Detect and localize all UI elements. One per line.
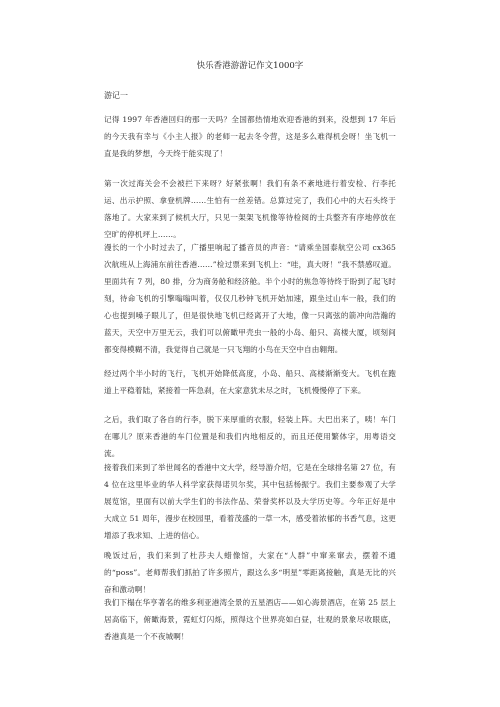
document-title: 快乐香港游游记作文1000字 [196, 61, 304, 71]
paragraph-4: 经过两个半小时的飞行，飞机开始降低高度，小岛、船只、高楼渐渐变大。飞机在跑道上平稳着陆，紧接着一阵急刹，在大家意犹未尽之时，飞机慢慢停了下来。 [104, 369, 396, 395]
paragraph-5: 之后，我们取了各自的行李，脱下来厚重的衣服，轻装上阵。大巴出来了，咦！车门在哪儿？原来香港的车门位置是和我们内地相反的，而且还使用繁体字，用粤语交流。 [104, 415, 396, 458]
paragraph-2: 第一次过海关会不会被拦下来呀？好紧张啊！我们有条不紊地进行着安检、行李托运、出示护照、拿登机牌……生怕有一丝差错。总算过完了，我们心中的大石头终于落地了。大家来到了候机大厅，只见一架架飞机像等待检阅的士兵整齐有序地停放在空旷的停机坪上……。 [104, 179, 396, 239]
paragraph-8: 我们下榻在华亨著名的维多利亚港湾全景的五星酒店——如心海景酒店，在第 25 层上居高临下，俯瞰海景，霓虹灯闪烁，照得这个世界亮如白昼，壮观的景象尽收眼底，香港真是一个不夜城啊！ [104, 598, 396, 641]
section-heading: 游记一 [104, 91, 128, 100]
paragraph-6: 接着我们来到了举世闻名的香港中文大学，经导游介绍，它是在全球排名第 27 位，有 4 位在这里毕业的华人科学家获得诺贝尔奖，其中包括杨振宁。我们主要参观了大学展览馆，里面有以前大学生们的书法作品、荣誉奖杯以及大学历史等。今年正好是中大成立 51 周年，漫步在校园里，看着茂盛的一草一木，感受着浓郁的书香气息，这更增添了我求知、上进的信心。 [104, 463, 396, 540]
paragraph-1: 记得 1997 年香港回归的那一天吗？全国都热情地欢迎香港的到来，没想到 17 年后的今天我有幸与《小主人报》的老师一起去冬令营，这是多么难得机会呀！坐飞机一直是我的梦想，今天终于能实现了！ [104, 115, 396, 158]
paragraph-3: 漫长的一个小时过去了，广播里响起了播音员的声音：“请乘坐国泰航空公司 cx365 次航班从上海浦东前往香港……”检过票来到飞机上：“哇，真大呀！”我不禁感叹道。里面共有 7 列，80 排，分为商务舱和经济舱。半个小时的焦急等待终于盼到了起飞时刻，待命飞机的引擎嗡嗡叫着，仅仅几秒钟飞机开始加速，跟坐过山车一般，我们的心也提到嗓子眼儿了，但是很快地飞机已经离开了大地，像一只离弦的箭冲向浩瀚的蓝天，天空中万里无云，我们可以俯瞰甲壳虫一般的小岛、船只、高楼大厦，顷刻间都变得模糊不清，我觉得自己就是一只飞翔的小鸟在天空中自由翱翔。 [104, 243, 396, 354]
paragraph-7: 晚饭过后，我们来到了杜莎夫人蜡像馆，大家在“人群”中窜来窜去，摆着不通的“poss”。老师帮我们抓拍了许多照片，跟这么多“明星”零距离接触，真是无比的兴奋和激动啊！ [104, 551, 396, 594]
